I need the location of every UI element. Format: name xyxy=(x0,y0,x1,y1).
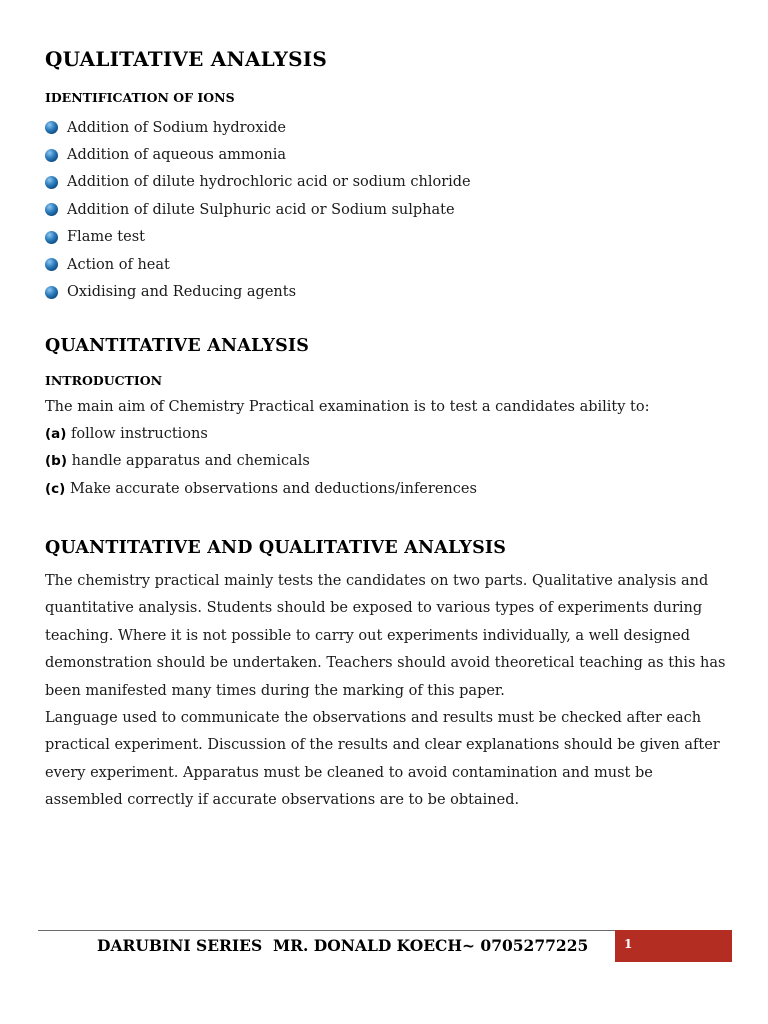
ion-tests-list xyxy=(45,114,471,306)
bullet-icon xyxy=(45,149,58,162)
list-marker: (c) xyxy=(45,480,66,497)
bullet-icon xyxy=(45,258,58,271)
bullet-icon xyxy=(45,121,58,134)
list-item: Addition of Sodium hydroxide xyxy=(45,114,471,141)
introduction-subheading: INTRODUCTION xyxy=(45,373,163,388)
list-item: (b) handle apparatus and chemicals xyxy=(45,453,310,470)
quantitative-analysis-heading: QUANTITATIVE ANALYSIS xyxy=(45,336,310,356)
bullet-icon xyxy=(45,231,58,244)
list-item: Oxidising and Reducing agents xyxy=(45,278,471,305)
body-paragraph-2: Language used to communicate the observations and results must be checked after each practical experiment. Discussion of the results and clear explanations should be given after every experiment. Apparatus must be cleaned to avoid contamination and must be assembled correctly if accurate observations are to be obtained. xyxy=(45,710,720,809)
list-marker: (b) xyxy=(45,453,68,470)
page-number-badge: 1 xyxy=(615,930,732,962)
list-item: Addition of aqueous ammonia xyxy=(45,141,471,168)
list-item: Addition of dilute Sulphuric acid or Sodium sulphate xyxy=(45,196,471,223)
list-item: Addition of dilute hydrochloric acid or sodium chloride xyxy=(45,169,471,196)
abilities-list xyxy=(45,421,477,503)
list-item: (c) Make accurate observations and deductions/inferences xyxy=(45,480,477,497)
quantitative-and-qualitative-heading: QUANTITATIVE AND QUALITATIVE ANALYSIS xyxy=(45,538,507,558)
introduction-text: The main aim of Chemistry Practical examination is to test a candidates ability to: xyxy=(45,399,650,415)
footer-divider xyxy=(38,930,615,931)
bullet-icon xyxy=(45,203,58,216)
list-item: Action of heat xyxy=(45,251,471,278)
list-item: (a) follow instructions xyxy=(45,426,208,442)
body-paragraph-1: The chemistry practical mainly tests the candidates on two parts. Qualitative analysis and quantitative analysis. Students should be exposed to various types of experiments during teaching. Where it is not possible to carry out experiments individually, a well designed demonstration should be undertaken. Teachers should avoid theoretical teaching as this has been manifested many times during the marking of this paper. xyxy=(45,573,726,699)
qualitative-analysis-heading: QUALITATIVE ANALYSIS xyxy=(45,47,327,71)
bullet-icon xyxy=(45,176,58,189)
footer-series-credit: DARUBINI SERIES MR. DONALD KOECH~ 0705277225 xyxy=(97,936,589,955)
list-marker: (a) xyxy=(45,426,67,442)
identification-of-ions-subheading: IDENTIFICATION OF IONS xyxy=(45,90,235,105)
bullet-icon xyxy=(45,286,58,299)
list-item: Flame test xyxy=(45,224,471,251)
